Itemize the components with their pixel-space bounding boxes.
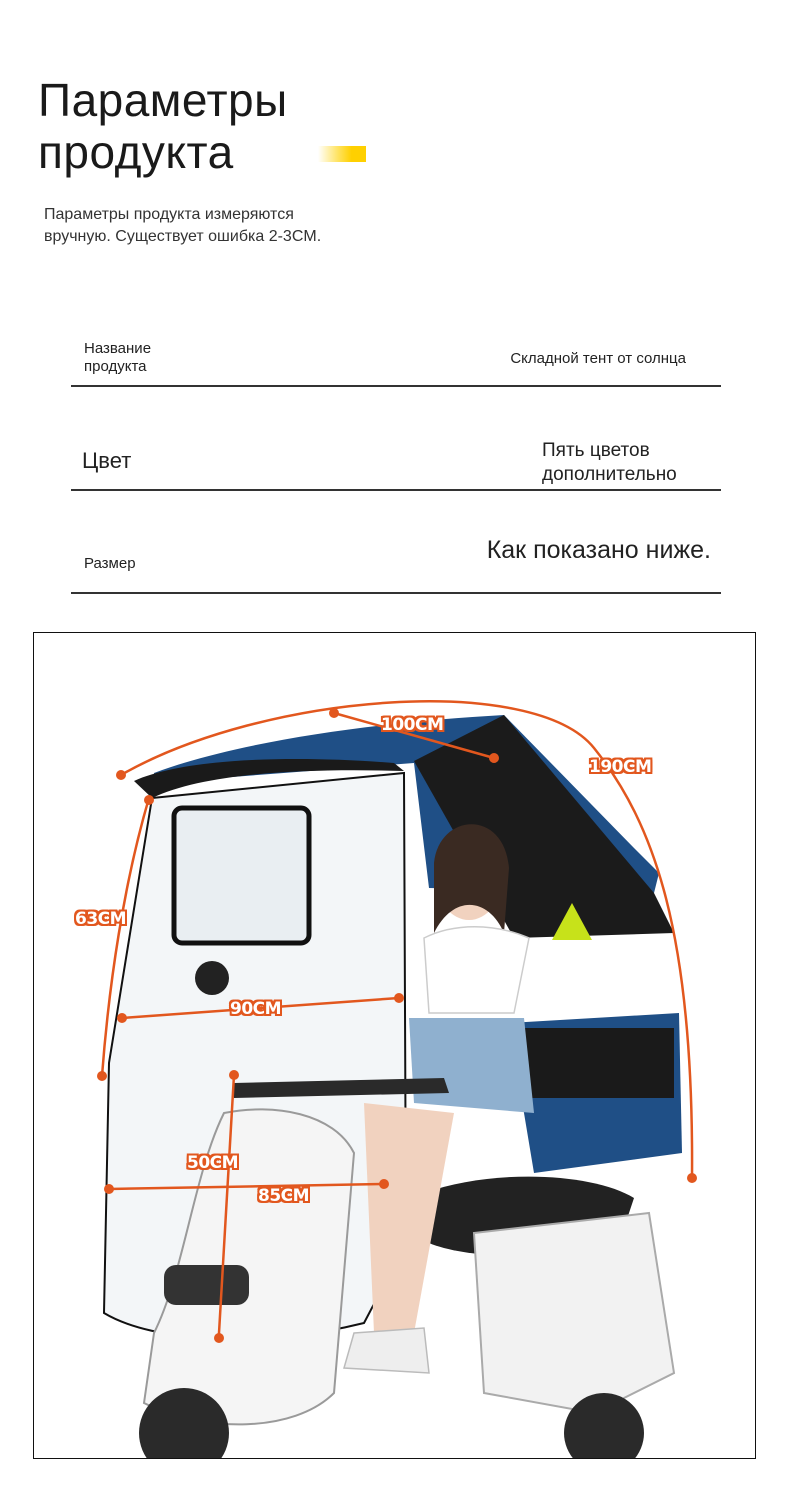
rider-shirt <box>424 927 529 1013</box>
title-accent-bar <box>318 146 366 162</box>
scooter-rear-body <box>474 1213 674 1413</box>
mirror <box>195 961 229 995</box>
page-title-line1: Параметры <box>38 74 288 126</box>
dimension-label-90: 90CM <box>230 999 282 1019</box>
dimension-label-50: 50CM <box>187 1153 239 1173</box>
param-value: Пять цветов дополнительно <box>542 440 677 485</box>
dimension-label-63: 63CM <box>75 909 127 929</box>
param-label: Название продукта <box>84 340 152 375</box>
param-value: Как показано ниже. <box>486 536 711 564</box>
measurement-note-line2: вручную. Существует ошибка 2-3CM. <box>44 228 322 245</box>
measurement-note-line1: Параметры продукта измеряются <box>44 206 294 223</box>
param-row-size <box>71 530 721 594</box>
param-row-color <box>71 430 721 491</box>
param-label: Размер <box>84 555 136 572</box>
measurement-note <box>44 204 321 248</box>
page-title <box>38 74 288 178</box>
page-title-line2: продукта <box>38 126 234 178</box>
rider-shoe <box>344 1328 429 1373</box>
dimension-label-100: 100CM <box>381 715 444 735</box>
product-photo <box>33 632 756 1459</box>
param-value: Складной тент от солнца <box>510 350 686 367</box>
dimension-label-190: 190CM <box>589 757 652 777</box>
param-label: Цвет <box>82 448 132 473</box>
rider-shorts <box>409 1018 534 1113</box>
dimension-label-85: 85CM <box>258 1186 310 1206</box>
windshield-window <box>174 808 309 943</box>
param-row-name <box>71 330 721 387</box>
scooter-headlight <box>164 1265 249 1305</box>
rear-dark-window <box>514 1028 674 1098</box>
